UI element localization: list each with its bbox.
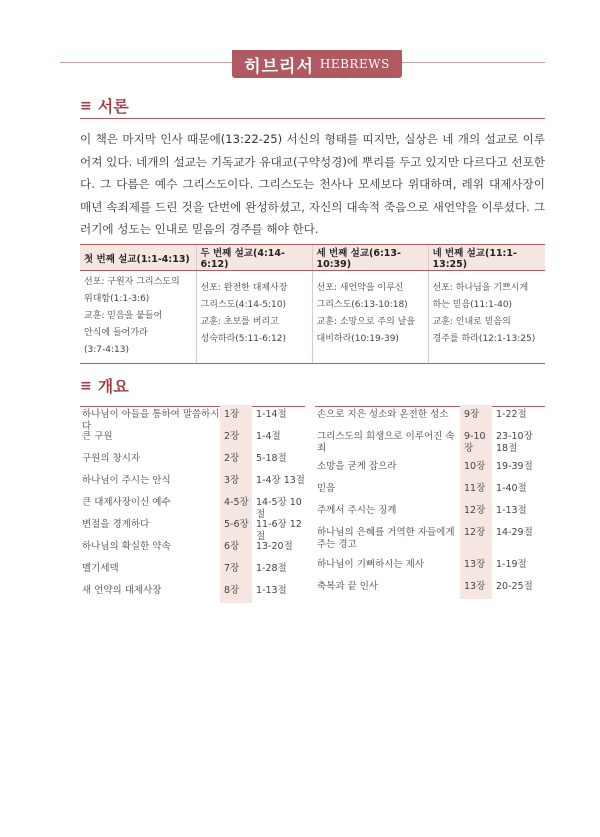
outline-chapter: 10장 <box>460 457 492 479</box>
book-title-banner <box>232 50 402 78</box>
outline-chapter: 4-5장 <box>220 493 252 515</box>
outline-row <box>315 457 547 479</box>
outline-title: 그리스도의 희생으로 이루어진 속죄 <box>317 431 455 454</box>
outline-row <box>315 577 547 599</box>
outline-right-column <box>315 405 547 599</box>
introduction-heading <box>80 94 129 117</box>
outline-chapter: 12장 <box>460 501 492 523</box>
outline-heading <box>80 374 129 397</box>
sermon-line: 대비하라(10:19-39) <box>316 334 399 344</box>
outline-row <box>80 493 311 520</box>
sermons-body-row <box>80 271 545 364</box>
outline-row <box>315 523 547 555</box>
outline-row <box>80 559 311 581</box>
outline-chapter: 13장 <box>460 555 492 577</box>
outline-row <box>80 537 311 559</box>
outline-chapter: 3장 <box>220 471 252 493</box>
outline-verses: 1-13절 <box>256 585 287 596</box>
outline-title: 축복과 끝 인사 <box>317 581 379 592</box>
sermons-table <box>80 244 545 364</box>
introduction-rule <box>80 118 545 119</box>
sermon-line: 교훈: 소망으로 주의 날을 <box>316 317 416 327</box>
outline-verses: 1-40절 <box>496 483 527 494</box>
sermon-cell <box>80 271 196 364</box>
sermon-line: 교훈: 인내로 믿음의 <box>432 317 511 327</box>
outline-chapter: 9-10장 <box>460 427 492 457</box>
book-title-english: HEBREWS <box>319 57 390 71</box>
sermon-line: 경주를 하라(12:1-13:25) <box>432 334 536 344</box>
outline-title: 하나님이 아들을 통하여 말씀하시다 <box>82 409 220 432</box>
outline-verses: 13-20절 <box>256 541 293 552</box>
outline-title: 멜기세덱 <box>82 563 119 574</box>
list-icon: ≡ <box>80 377 92 394</box>
outline-chapter: 6장 <box>220 537 252 559</box>
outline-title: 소망을 굳게 잡으라 <box>317 461 397 472</box>
sermon-line: 교훈: 초보를 버리고 <box>200 317 279 327</box>
outline-chapter: 2장 <box>220 449 252 471</box>
outline-row <box>315 479 547 501</box>
outline-chapter: 13장 <box>460 577 492 599</box>
sermon-line: (3:7-4:13) <box>84 345 129 355</box>
outline-verses: 1-4절 <box>256 431 281 442</box>
sermon-line: 선포: 새언약을 이루신 <box>316 283 404 293</box>
outline-title: 믿음 <box>317 483 336 494</box>
outline-row <box>80 515 311 542</box>
outline-chapter: 1장 <box>220 405 252 427</box>
outline-verses: 19-39절 <box>496 461 533 472</box>
outline-verses: 1-28절 <box>256 563 287 574</box>
outline-row <box>315 405 547 427</box>
outline-title: 하나님의 은혜를 거역한 자들에게 주는 경고 <box>317 527 455 550</box>
outline-verses: 1-19절 <box>496 559 527 570</box>
sermon-line: 선포: 하나님을 기쁘시게 <box>432 283 529 293</box>
outline-verses: 11-6장 12절 <box>256 519 302 542</box>
outline-title: 주께서 주시는 징계 <box>317 505 397 516</box>
outline-chapter: 2장 <box>220 427 252 449</box>
outline-title: 하나님이 기뻐하시는 제사 <box>317 559 424 570</box>
outline-row <box>80 581 311 603</box>
outline-chapter: 5-6장 <box>220 515 252 537</box>
sermon-header: 두 번째 설교(4:14-6:12) <box>196 245 312 271</box>
outline-verses: 1-13절 <box>496 505 527 516</box>
outline-row <box>315 501 547 523</box>
outline-title: 구원의 창시자 <box>82 453 141 464</box>
outline-title: 변절을 경계하다 <box>82 519 150 530</box>
outline-verses: 5-18절 <box>256 453 287 464</box>
list-icon: ≡ <box>80 97 92 114</box>
sermon-cell <box>312 271 428 364</box>
outline-verses: 1-14절 <box>256 409 287 420</box>
outline-title: 큰 대제사장이신 예수 <box>82 497 171 508</box>
sermon-line: 그리스도(4:14-5:10) <box>200 300 286 310</box>
outline-chapter: 12장 <box>460 523 492 555</box>
outline-verses: 23-10장 18절 <box>496 431 533 454</box>
sermon-header: 첫 번째 설교(1:1-4:13) <box>80 245 196 271</box>
outline-row <box>80 471 311 493</box>
sermon-line: 성숙하라(5:11-6:12) <box>200 334 286 344</box>
outline-title: 새 언약의 대제사장 <box>82 585 162 596</box>
sermons-header-row <box>80 245 545 271</box>
outline-row <box>315 555 547 577</box>
outline-chapter: 11장 <box>460 479 492 501</box>
outline-chapter: 9장 <box>460 405 492 427</box>
sermon-line: 교훈: 믿음을 붙들어 <box>84 311 163 321</box>
outline-verses: 20-25절 <box>496 581 533 592</box>
sermon-header: 네 번째 설교(11:1-13:25) <box>428 245 545 271</box>
outline-title: 하나님이 주시는 안식 <box>82 475 171 486</box>
outline-row <box>80 427 311 449</box>
outline-title: 손으로 지은 성소와 온전한 성소 <box>317 409 449 420</box>
sermon-line: 하는 믿음(11:1-40) <box>432 300 513 310</box>
outline-row <box>80 449 311 471</box>
outline-heading-label: 개요 <box>97 377 129 396</box>
outline-verses: 14-29절 <box>496 527 533 538</box>
sermon-line: 선포: 완전한 대제사장 <box>200 283 288 293</box>
outline-row <box>80 405 311 432</box>
outline-left-column <box>80 405 311 603</box>
outline-row <box>315 427 547 457</box>
outline-verses: 14-5장 10절 <box>256 497 302 520</box>
outline-chapter: 8장 <box>220 581 252 603</box>
outline-title: 하나님의 확실한 약속 <box>82 541 171 552</box>
sermon-header: 세 번째 설교(6:13-10:39) <box>312 245 428 271</box>
book-title-korean: 히브리서 <box>244 56 314 77</box>
sermon-line: 안식에 들어가라 <box>84 328 148 338</box>
sermon-cell <box>196 271 312 364</box>
sermon-line: 그리스도(6:13-10:18) <box>316 300 408 310</box>
sermon-line: 위대함(1:1-3:6) <box>84 294 150 304</box>
outline-verses: 1-22절 <box>496 409 527 420</box>
sermon-line: 선포: 구원자 그리스도의 <box>84 277 180 287</box>
introduction-paragraph: 이 책은 마지막 인사 때문에(13:22-25) 서신의 형태를 띠지만, 실상은 네 개의 설교로 이루어져 있다. 네개의 설교는 기독교가 유대교(구약성경)에 뿌리를 두고 있지만 다르다고 선포한다. 그 다름은 예수 그리스도이다. 그리스도는 천사나 모세보다 위대하며, 레위 대제사장이 매년 속죄제를 드린 것을 단번에 완성하셨고, 자신의 대속적 죽음으로 새언약을 이루셨다. 그러기에 성도는 인내로 믿음의 경주를 해야 한다. <box>80 132 545 236</box>
outline-title: 큰 구원 <box>82 431 113 442</box>
sermon-cell <box>428 271 545 364</box>
outline-verses: 1-4장 13절 <box>256 475 305 486</box>
introduction-heading-label: 서론 <box>97 97 129 116</box>
outline-chapter: 7장 <box>220 559 252 581</box>
